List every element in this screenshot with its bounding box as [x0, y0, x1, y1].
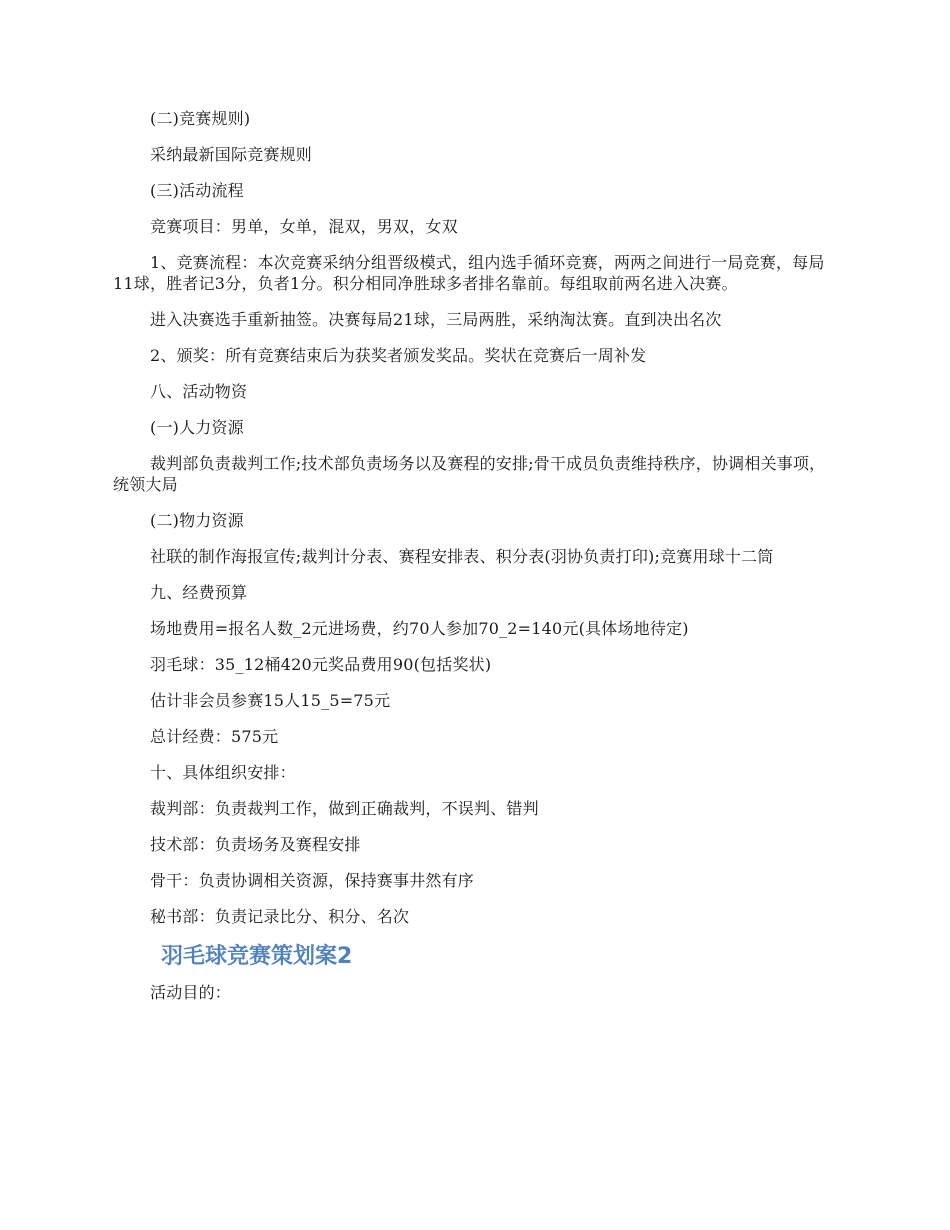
- paragraph: (一)人力资源: [150, 418, 244, 437]
- paragraph: 活动目的：: [150, 983, 232, 1002]
- document-body: [113, 108, 831, 1018]
- paragraph: 总计经费：575元: [150, 727, 279, 746]
- paragraph: 1、竞赛流程：本次竞赛采纳分组晋级模式，组内选手循环竞赛，两两之间进行一局竞赛，每局11球，胜者记3分，负者1分。积分相同净胜球多者排名靠前。每组取前两名进入决赛。: [113, 253, 825, 293]
- paragraph: (三)活动流程: [150, 181, 244, 200]
- paragraph: (二)物力资源: [150, 511, 244, 530]
- paragraph: 估计非会员参赛15人15_5=75元: [150, 691, 391, 710]
- paragraph: 十、具体组织安排：: [150, 763, 296, 782]
- paragraph: 社联的制作海报宣传;裁判计分表、赛程安排表、积分表(羽协负责打印);竞赛用球十二筒: [150, 547, 774, 566]
- section-heading: 羽毛球竞赛策划案2: [161, 944, 353, 969]
- paragraph: 2、颁奖：所有竞赛结束后为获奖者颁发奖品。奖状在竞赛后一周补发: [150, 346, 647, 365]
- paragraph: 场地费用=报名人数_2元进场费，约70人参加70_2=140元(具体场地待定): [150, 619, 689, 638]
- paragraph: 秘书部：负责记录比分、积分、名次: [150, 907, 410, 926]
- paragraph: 采纳最新国际竞赛规则: [150, 145, 313, 164]
- paragraph: (二)竞赛规则): [150, 109, 251, 128]
- paragraph: 羽毛球：35_12桶420元奖品费用90(包括奖状): [150, 655, 492, 674]
- paragraph: 八、活动物资: [150, 382, 248, 401]
- paragraph: 竞赛项目：男单，女单，混双，男双，女双: [150, 217, 458, 236]
- paragraph: 技术部：负责场务及赛程安排: [150, 835, 361, 854]
- paragraph: 九、经费预算: [150, 583, 248, 602]
- paragraph: 骨干：负责协调相关资源，保持赛事井然有序: [150, 871, 475, 890]
- paragraph: 进入决赛选手重新抽签。决赛每局21球，三局两胜，采纳淘汰赛。直到决出名次: [150, 310, 722, 329]
- paragraph: 裁判部：负责裁判工作，做到正确裁判，不误判、错判: [150, 799, 539, 818]
- paragraph: 裁判部负责裁判工作;技术部负责场务以及赛程的安排;骨干成员负责维持秩序，协调相关事项，统领大局: [113, 454, 826, 494]
